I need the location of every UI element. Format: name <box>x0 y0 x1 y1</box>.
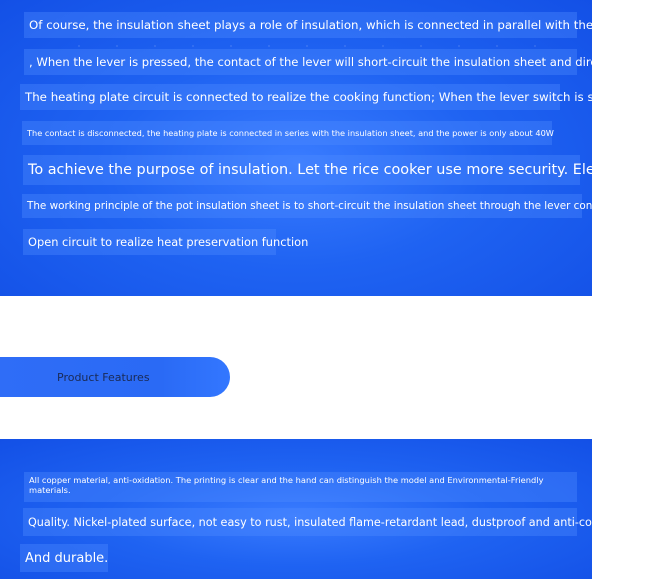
intro-line-2 <box>24 49 668 75</box>
decorative-dots <box>60 45 540 47</box>
feature-line-2 <box>23 508 631 536</box>
feature-text: And durable. <box>25 550 109 566</box>
intro-text: The heating plate circuit is connected to realize the cooking function; When the lever switch is switched on, <box>25 90 663 104</box>
intro-line-5 <box>23 155 662 185</box>
intro-text: , When the lever is pressed, the contact of the lever will short-circuit the insulation sheet and directly connect <box>29 55 668 69</box>
intro-line-1 <box>24 12 668 38</box>
intro-line-6 <box>22 194 627 218</box>
feature-text: All copper material, anti-oxidation. The printing is clear and the hand can distinguish the model and Environmental-Friendly materials. <box>29 475 544 495</box>
intro-line-3 <box>20 84 663 110</box>
feature-line-1 <box>24 472 577 502</box>
intro-text: Open circuit to realize heat preservation function <box>28 235 309 249</box>
intro-line-4 <box>22 121 552 145</box>
section-title: Product Features <box>57 370 150 384</box>
intro-text: The contact is disconnected, the heating plate is connected in series with the insulation sheet, and the power is only about 40W <box>27 128 554 138</box>
features-panel <box>0 439 631 579</box>
feature-text: Quality. Nickel-plated surface, not easy to rust, insulated flame-retardant lead, dustproof and anti-corrosion <box>28 515 631 529</box>
intro-text: Of course, the insulation sheet plays a role of insulation, which is connected in parallel with the lever switch <box>29 18 668 32</box>
section-title-bar <box>0 357 230 397</box>
intro-line-7 <box>23 229 309 255</box>
intro-text: To achieve the purpose of insulation. Let the rice cooker use more security. Electric Rice <box>28 162 662 178</box>
intro-text: The working principle of the pot insulation sheet is to short-circuit the insulation sheet through the lever contact or <box>27 200 627 212</box>
feature-line-3 <box>20 544 108 572</box>
